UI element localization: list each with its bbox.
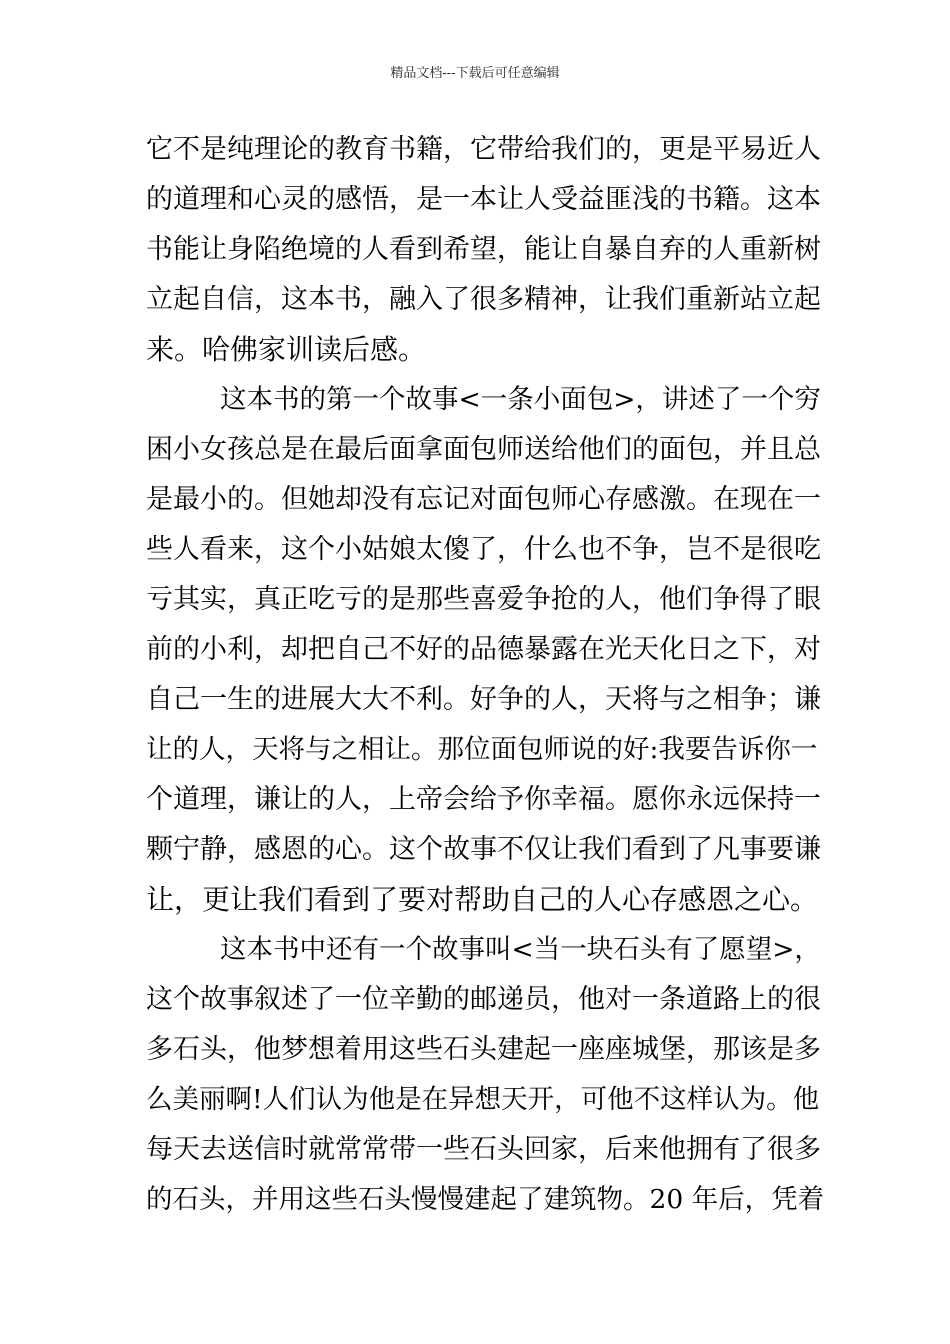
text-line: 的道理和心灵的感悟，是一本让人受益匪浅的书籍。这本 (146, 184, 821, 215)
paragraph-first-line: 这本书中还有一个故事叫<当一块石头有了愿望>， (220, 934, 821, 965)
text-line: 这个故事叙述了一位辛勤的邮递员，他对一条道路上的很 (146, 984, 821, 1015)
paragraph-first-line: 这本书的第一个故事<一条小面包>，讲述了一个穷 (220, 384, 821, 415)
text-line: 颗宁静，感恩的心。这个故事不仅让我们看到了凡事要谦 (146, 834, 821, 865)
text-line: 是最小的。但她却没有忘记对面包师心存感激。在现在一 (146, 484, 821, 515)
text-line: 让，更让我们看到了要对帮助自己的人心存感恩之心。 (146, 883, 819, 916)
text-line: 困小女孩总是在最后面拿面包师送给他们的面包，并且总 (146, 434, 821, 465)
text-line: 立起自信，这本书，融入了很多精神，让我们重新站立起 (146, 284, 821, 315)
text-line: 自己一生的进展大大不利。好争的人，天将与之相争；谦 (146, 684, 821, 715)
text-line: 它不是纯理论的教育书籍，它带给我们的，更是平易近人 (146, 134, 821, 165)
text-line: 的石头，并用这些石头慢慢建起了建筑物。20 年后，凭着 (146, 1184, 825, 1215)
text-line: 来。哈佛家训读后感。 (146, 333, 427, 366)
text-line: 前的小利，却把自己不好的品德暴露在光天化日之下，对 (146, 634, 821, 665)
page-header: 精品文档---下载后可任意编辑 (390, 66, 560, 81)
text-line: 多石头，他梦想着用这些石头建起一座座城堡，那该是多 (146, 1034, 821, 1065)
text-line: 让的人，天将与之相让。那位面包师说的好:我要告诉你一 (146, 734, 818, 765)
text-line: 书能让身陷绝境的人看到希望，能让自暴自弃的人重新树 (146, 234, 821, 265)
text-line: 个道理，谦让的人，上帝会给予你幸福。愿你永远保持一 (146, 784, 821, 815)
text-line: 么美丽啊!人们认为他是在异想天开，可他不这样认为。他 (146, 1084, 820, 1115)
document-body (146, 125, 826, 1225)
text-line: 每天去送信时就常常带一些石头回家，后来他拥有了很多 (146, 1134, 821, 1165)
text-line: 亏其实，真正吃亏的是那些喜爱争抢的人，他们争得了眼 (146, 584, 821, 615)
text-line: 些人看来，这个小姑娘太傻了，什么也不争，岂不是很吃 (146, 534, 821, 565)
